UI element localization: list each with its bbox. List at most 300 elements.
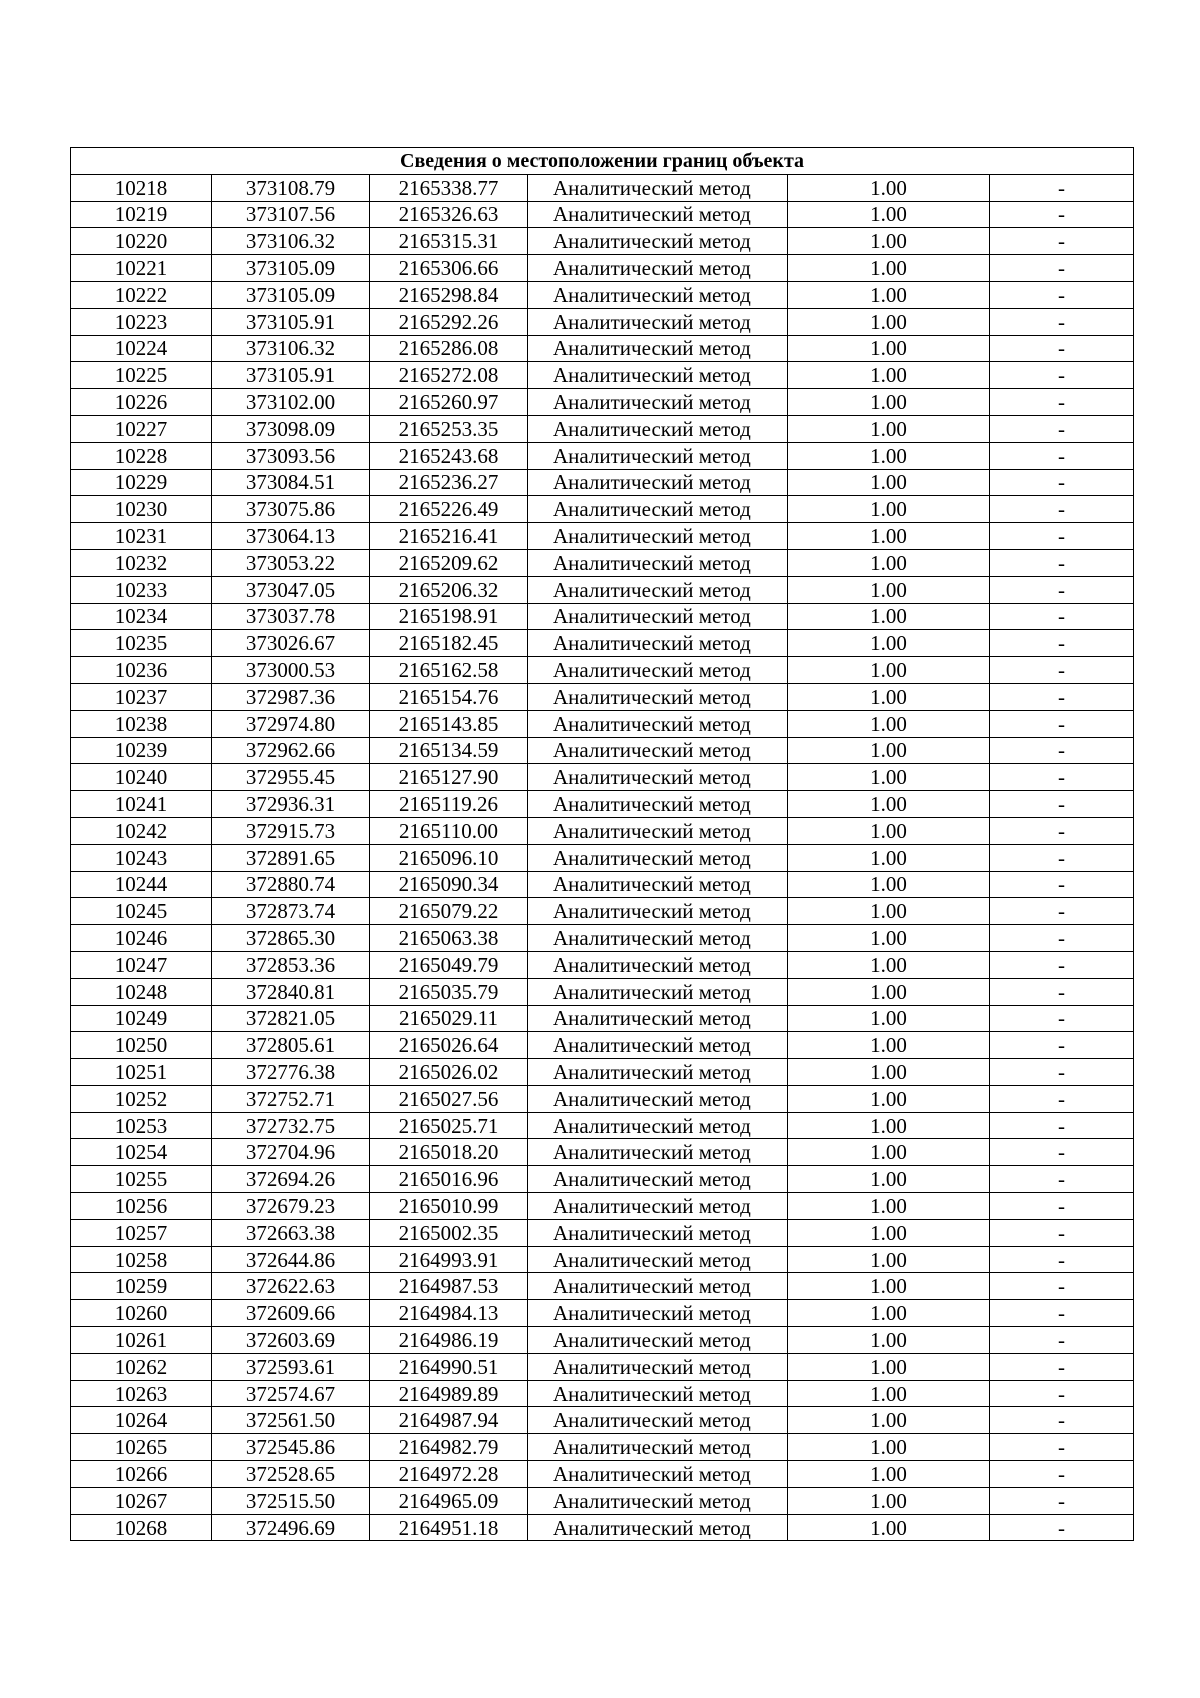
table-row	[71, 228, 1134, 255]
point-number-cell: 10254	[71, 1139, 212, 1166]
accuracy-cell: 1.00	[788, 683, 990, 710]
x-coordinate-cell: 372545.86	[212, 1434, 370, 1461]
point-number-cell: 10260	[71, 1300, 212, 1327]
description-cell: -	[990, 228, 1134, 255]
y-coordinate-cell: 2165029.11	[370, 1005, 528, 1032]
point-number-cell: 10262	[71, 1353, 212, 1380]
accuracy-cell: 1.00	[788, 255, 990, 282]
point-number-cell: 10220	[71, 228, 212, 255]
table-row	[71, 201, 1134, 228]
accuracy-cell: 1.00	[788, 1407, 990, 1434]
table-row	[71, 1327, 1134, 1354]
y-coordinate-cell: 2164972.28	[370, 1461, 528, 1488]
x-coordinate-cell: 372865.30	[212, 925, 370, 952]
y-coordinate-cell: 2165110.00	[370, 817, 528, 844]
x-coordinate-cell: 372840.81	[212, 978, 370, 1005]
x-coordinate-cell: 372853.36	[212, 951, 370, 978]
description-cell: -	[990, 1139, 1134, 1166]
x-coordinate-cell: 372732.75	[212, 1112, 370, 1139]
accuracy-cell: 1.00	[788, 817, 990, 844]
point-number-cell: 10246	[71, 925, 212, 952]
accuracy-cell: 1.00	[788, 442, 990, 469]
description-cell: -	[990, 1353, 1134, 1380]
point-number-cell: 10252	[71, 1085, 212, 1112]
y-coordinate-cell: 2165002.35	[370, 1219, 528, 1246]
accuracy-cell: 1.00	[788, 1514, 990, 1541]
y-coordinate-cell: 2164987.53	[370, 1273, 528, 1300]
x-coordinate-cell: 372776.38	[212, 1059, 370, 1086]
x-coordinate-cell: 373106.32	[212, 335, 370, 362]
table-row	[71, 389, 1134, 416]
table-row	[71, 710, 1134, 737]
method-cell: Аналитический метод	[528, 791, 788, 818]
description-cell: -	[990, 1193, 1134, 1220]
accuracy-cell: 1.00	[788, 496, 990, 523]
description-cell: -	[990, 1327, 1134, 1354]
table-row	[71, 1461, 1134, 1488]
description-cell: -	[990, 255, 1134, 282]
x-coordinate-cell: 372704.96	[212, 1139, 370, 1166]
table-row	[71, 281, 1134, 308]
accuracy-cell: 1.00	[788, 844, 990, 871]
x-coordinate-cell: 372962.66	[212, 737, 370, 764]
point-number-cell: 10241	[71, 791, 212, 818]
method-cell: Аналитический метод	[528, 817, 788, 844]
method-cell: Аналитический метод	[528, 496, 788, 523]
y-coordinate-cell: 2165079.22	[370, 898, 528, 925]
y-coordinate-cell: 2165016.96	[370, 1166, 528, 1193]
method-cell: Аналитический метод	[528, 1461, 788, 1488]
description-cell: -	[990, 1059, 1134, 1086]
point-number-cell: 10221	[71, 255, 212, 282]
y-coordinate-cell: 2164993.91	[370, 1246, 528, 1273]
method-cell: Аналитический метод	[528, 1487, 788, 1514]
x-coordinate-cell: 372694.26	[212, 1166, 370, 1193]
method-cell: Аналитический метод	[528, 469, 788, 496]
method-cell: Аналитический метод	[528, 871, 788, 898]
point-number-cell: 10263	[71, 1380, 212, 1407]
x-coordinate-cell: 373075.86	[212, 496, 370, 523]
description-cell: -	[990, 1407, 1134, 1434]
table-row	[71, 1139, 1134, 1166]
description-cell: -	[990, 1246, 1134, 1273]
x-coordinate-cell: 372593.61	[212, 1353, 370, 1380]
method-cell: Аналитический метод	[528, 1246, 788, 1273]
description-cell: -	[990, 1514, 1134, 1541]
point-number-cell: 10219	[71, 201, 212, 228]
y-coordinate-cell: 2165018.20	[370, 1139, 528, 1166]
point-number-cell: 10256	[71, 1193, 212, 1220]
accuracy-cell: 1.00	[788, 1353, 990, 1380]
y-coordinate-cell: 2165154.76	[370, 683, 528, 710]
accuracy-cell: 1.00	[788, 174, 990, 201]
method-cell: Аналитический метод	[528, 1085, 788, 1112]
table-row	[71, 683, 1134, 710]
accuracy-cell: 1.00	[788, 1112, 990, 1139]
x-coordinate-cell: 372752.71	[212, 1085, 370, 1112]
accuracy-cell: 1.00	[788, 764, 990, 791]
table-row	[71, 978, 1134, 1005]
accuracy-cell: 1.00	[788, 1139, 990, 1166]
method-cell: Аналитический метод	[528, 255, 788, 282]
y-coordinate-cell: 2165226.49	[370, 496, 528, 523]
accuracy-cell: 1.00	[788, 469, 990, 496]
table-row	[71, 1300, 1134, 1327]
accuracy-cell: 1.00	[788, 791, 990, 818]
description-cell: -	[990, 523, 1134, 550]
method-cell: Аналитический метод	[528, 1193, 788, 1220]
x-coordinate-cell: 372574.67	[212, 1380, 370, 1407]
point-number-cell: 10244	[71, 871, 212, 898]
y-coordinate-cell: 2165025.71	[370, 1112, 528, 1139]
accuracy-cell: 1.00	[788, 871, 990, 898]
y-coordinate-cell: 2165127.90	[370, 764, 528, 791]
description-cell: -	[990, 1166, 1134, 1193]
accuracy-cell: 1.00	[788, 657, 990, 684]
point-number-cell: 10251	[71, 1059, 212, 1086]
x-coordinate-cell: 372515.50	[212, 1487, 370, 1514]
accuracy-cell: 1.00	[788, 335, 990, 362]
y-coordinate-cell: 2164986.19	[370, 1327, 528, 1354]
point-number-cell: 10226	[71, 389, 212, 416]
accuracy-cell: 1.00	[788, 978, 990, 1005]
y-coordinate-cell: 2164990.51	[370, 1353, 528, 1380]
method-cell: Аналитический метод	[528, 737, 788, 764]
description-cell: -	[990, 603, 1134, 630]
description-cell: -	[990, 737, 1134, 764]
description-cell: -	[990, 1487, 1134, 1514]
point-number-cell: 10230	[71, 496, 212, 523]
method-cell: Аналитический метод	[528, 1273, 788, 1300]
table-row	[71, 1380, 1134, 1407]
table-row	[71, 817, 1134, 844]
description-cell: -	[990, 683, 1134, 710]
point-number-cell: 10250	[71, 1032, 212, 1059]
accuracy-cell: 1.00	[788, 737, 990, 764]
method-cell: Аналитический метод	[528, 657, 788, 684]
x-coordinate-cell: 372936.31	[212, 791, 370, 818]
point-number-cell: 10237	[71, 683, 212, 710]
table-row	[71, 469, 1134, 496]
y-coordinate-cell: 2165326.63	[370, 201, 528, 228]
accuracy-cell: 1.00	[788, 362, 990, 389]
table-row	[71, 1273, 1134, 1300]
description-cell: -	[990, 1219, 1134, 1246]
table-row	[71, 1434, 1134, 1461]
x-coordinate-cell: 372821.05	[212, 1005, 370, 1032]
description-cell: -	[990, 710, 1134, 737]
table-row	[71, 415, 1134, 442]
method-cell: Аналитический метод	[528, 1434, 788, 1461]
description-cell: -	[990, 469, 1134, 496]
point-number-cell: 10225	[71, 362, 212, 389]
y-coordinate-cell: 2165063.38	[370, 925, 528, 952]
y-coordinate-cell: 2165096.10	[370, 844, 528, 871]
y-coordinate-cell: 2164965.09	[370, 1487, 528, 1514]
x-coordinate-cell: 373064.13	[212, 523, 370, 550]
description-cell: -	[990, 442, 1134, 469]
description-cell: -	[990, 549, 1134, 576]
accuracy-cell: 1.00	[788, 1005, 990, 1032]
method-cell: Аналитический метод	[528, 362, 788, 389]
table-row	[71, 1085, 1134, 1112]
method-cell: Аналитический метод	[528, 1407, 788, 1434]
y-coordinate-cell: 2165292.26	[370, 308, 528, 335]
x-coordinate-cell: 372603.69	[212, 1327, 370, 1354]
point-number-cell: 10264	[71, 1407, 212, 1434]
x-coordinate-cell: 373098.09	[212, 415, 370, 442]
description-cell: -	[990, 1112, 1134, 1139]
x-coordinate-cell: 372622.63	[212, 1273, 370, 1300]
accuracy-cell: 1.00	[788, 1434, 990, 1461]
table-row	[71, 871, 1134, 898]
x-coordinate-cell: 373026.67	[212, 630, 370, 657]
accuracy-cell: 1.00	[788, 549, 990, 576]
y-coordinate-cell: 2165272.08	[370, 362, 528, 389]
x-coordinate-cell: 372987.36	[212, 683, 370, 710]
x-coordinate-cell: 372644.86	[212, 1246, 370, 1273]
table-row	[71, 1246, 1134, 1273]
method-cell: Аналитический метод	[528, 951, 788, 978]
y-coordinate-cell: 2165026.02	[370, 1059, 528, 1086]
x-coordinate-cell: 372915.73	[212, 817, 370, 844]
table-title: Сведения о местоположении границ объекта	[71, 148, 1134, 175]
table-row	[71, 1353, 1134, 1380]
y-coordinate-cell: 2165049.79	[370, 951, 528, 978]
table-row	[71, 576, 1134, 603]
x-coordinate-cell: 373037.78	[212, 603, 370, 630]
description-cell: -	[990, 791, 1134, 818]
point-number-cell: 10267	[71, 1487, 212, 1514]
description-cell: -	[990, 201, 1134, 228]
table-row	[71, 549, 1134, 576]
accuracy-cell: 1.00	[788, 1380, 990, 1407]
y-coordinate-cell: 2165338.77	[370, 174, 528, 201]
method-cell: Аналитический метод	[528, 523, 788, 550]
y-coordinate-cell: 2165286.08	[370, 335, 528, 362]
point-number-cell: 10257	[71, 1219, 212, 1246]
description-cell: -	[990, 1461, 1134, 1488]
table-row	[71, 1193, 1134, 1220]
accuracy-cell: 1.00	[788, 1246, 990, 1273]
point-number-cell: 10231	[71, 523, 212, 550]
point-number-cell: 10233	[71, 576, 212, 603]
y-coordinate-cell: 2165026.64	[370, 1032, 528, 1059]
table-row	[71, 603, 1134, 630]
accuracy-cell: 1.00	[788, 1032, 990, 1059]
method-cell: Аналитический метод	[528, 1380, 788, 1407]
accuracy-cell: 1.00	[788, 308, 990, 335]
y-coordinate-cell: 2165143.85	[370, 710, 528, 737]
table-row	[71, 1166, 1134, 1193]
x-coordinate-cell: 373000.53	[212, 657, 370, 684]
method-cell: Аналитический метод	[528, 1005, 788, 1032]
method-cell: Аналитический метод	[528, 1166, 788, 1193]
table-row	[71, 925, 1134, 952]
table-row	[71, 657, 1134, 684]
method-cell: Аналитический метод	[528, 1219, 788, 1246]
point-number-cell: 10228	[71, 442, 212, 469]
accuracy-cell: 1.00	[788, 925, 990, 952]
point-number-cell: 10248	[71, 978, 212, 1005]
method-cell: Аналитический метод	[528, 335, 788, 362]
description-cell: -	[990, 630, 1134, 657]
y-coordinate-cell: 2165236.27	[370, 469, 528, 496]
table-title-row	[71, 148, 1134, 175]
method-cell: Аналитический метод	[528, 174, 788, 201]
method-cell: Аналитический метод	[528, 228, 788, 255]
point-number-cell: 10247	[71, 951, 212, 978]
x-coordinate-cell: 373105.91	[212, 308, 370, 335]
point-number-cell: 10266	[71, 1461, 212, 1488]
x-coordinate-cell: 373105.91	[212, 362, 370, 389]
method-cell: Аналитический метод	[528, 415, 788, 442]
accuracy-cell: 1.00	[788, 1166, 990, 1193]
description-cell: -	[990, 764, 1134, 791]
y-coordinate-cell: 2165298.84	[370, 281, 528, 308]
x-coordinate-cell: 372496.69	[212, 1514, 370, 1541]
x-coordinate-cell: 372805.61	[212, 1032, 370, 1059]
y-coordinate-cell: 2164984.13	[370, 1300, 528, 1327]
accuracy-cell: 1.00	[788, 1273, 990, 1300]
method-cell: Аналитический метод	[528, 549, 788, 576]
accuracy-cell: 1.00	[788, 1327, 990, 1354]
table-row	[71, 1514, 1134, 1541]
x-coordinate-cell: 373053.22	[212, 549, 370, 576]
table-row	[71, 335, 1134, 362]
method-cell: Аналитический метод	[528, 1353, 788, 1380]
table-row	[71, 1487, 1134, 1514]
method-cell: Аналитический метод	[528, 1139, 788, 1166]
y-coordinate-cell: 2165119.26	[370, 791, 528, 818]
point-number-cell: 10224	[71, 335, 212, 362]
point-number-cell: 10245	[71, 898, 212, 925]
x-coordinate-cell: 373084.51	[212, 469, 370, 496]
accuracy-cell: 1.00	[788, 630, 990, 657]
method-cell: Аналитический метод	[528, 683, 788, 710]
method-cell: Аналитический метод	[528, 1112, 788, 1139]
point-number-cell: 10223	[71, 308, 212, 335]
boundary-coordinates-table	[70, 147, 1134, 1541]
x-coordinate-cell: 373107.56	[212, 201, 370, 228]
method-cell: Аналитический метод	[528, 710, 788, 737]
point-number-cell: 10238	[71, 710, 212, 737]
y-coordinate-cell: 2164989.89	[370, 1380, 528, 1407]
accuracy-cell: 1.00	[788, 1085, 990, 1112]
point-number-cell: 10235	[71, 630, 212, 657]
description-cell: -	[990, 1434, 1134, 1461]
point-number-cell: 10258	[71, 1246, 212, 1273]
x-coordinate-cell: 373093.56	[212, 442, 370, 469]
x-coordinate-cell: 372974.80	[212, 710, 370, 737]
method-cell: Аналитический метод	[528, 764, 788, 791]
method-cell: Аналитический метод	[528, 1327, 788, 1354]
point-number-cell: 10240	[71, 764, 212, 791]
table-row	[71, 1407, 1134, 1434]
method-cell: Аналитический метод	[528, 308, 788, 335]
table-row	[71, 737, 1134, 764]
accuracy-cell: 1.00	[788, 603, 990, 630]
x-coordinate-cell: 372609.66	[212, 1300, 370, 1327]
method-cell: Аналитический метод	[528, 630, 788, 657]
method-cell: Аналитический метод	[528, 898, 788, 925]
table-row	[71, 1059, 1134, 1086]
y-coordinate-cell: 2165010.99	[370, 1193, 528, 1220]
method-cell: Аналитический метод	[528, 389, 788, 416]
y-coordinate-cell: 2165315.31	[370, 228, 528, 255]
table-row	[71, 1005, 1134, 1032]
accuracy-cell: 1.00	[788, 228, 990, 255]
method-cell: Аналитический метод	[528, 603, 788, 630]
point-number-cell: 10227	[71, 415, 212, 442]
y-coordinate-cell: 2164987.94	[370, 1407, 528, 1434]
table-row	[71, 898, 1134, 925]
x-coordinate-cell: 372891.65	[212, 844, 370, 871]
point-number-cell: 10249	[71, 1005, 212, 1032]
description-cell: -	[990, 496, 1134, 523]
table-row	[71, 1219, 1134, 1246]
table-row	[71, 174, 1134, 201]
method-cell: Аналитический метод	[528, 576, 788, 603]
x-coordinate-cell: 372528.65	[212, 1461, 370, 1488]
table-row	[71, 1112, 1134, 1139]
accuracy-cell: 1.00	[788, 576, 990, 603]
description-cell: -	[990, 576, 1134, 603]
accuracy-cell: 1.00	[788, 1059, 990, 1086]
x-coordinate-cell: 373105.09	[212, 255, 370, 282]
x-coordinate-cell: 373106.32	[212, 228, 370, 255]
point-number-cell: 10253	[71, 1112, 212, 1139]
method-cell: Аналитический метод	[528, 1059, 788, 1086]
y-coordinate-cell: 2165198.91	[370, 603, 528, 630]
point-number-cell: 10243	[71, 844, 212, 871]
x-coordinate-cell: 373102.00	[212, 389, 370, 416]
point-number-cell: 10255	[71, 1166, 212, 1193]
method-cell: Аналитический метод	[528, 201, 788, 228]
description-cell: -	[990, 844, 1134, 871]
method-cell: Аналитический метод	[528, 1032, 788, 1059]
accuracy-cell: 1.00	[788, 201, 990, 228]
accuracy-cell: 1.00	[788, 281, 990, 308]
accuracy-cell: 1.00	[788, 898, 990, 925]
point-number-cell: 10218	[71, 174, 212, 201]
point-number-cell: 10236	[71, 657, 212, 684]
point-number-cell: 10239	[71, 737, 212, 764]
y-coordinate-cell: 2165134.59	[370, 737, 528, 764]
x-coordinate-cell: 373047.05	[212, 576, 370, 603]
method-cell: Аналитический метод	[528, 281, 788, 308]
description-cell: -	[990, 898, 1134, 925]
description-cell: -	[990, 335, 1134, 362]
description-cell: -	[990, 1085, 1134, 1112]
method-cell: Аналитический метод	[528, 1300, 788, 1327]
description-cell: -	[990, 281, 1134, 308]
x-coordinate-cell: 372955.45	[212, 764, 370, 791]
x-coordinate-cell: 373108.79	[212, 174, 370, 201]
x-coordinate-cell: 372679.23	[212, 1193, 370, 1220]
description-cell: -	[990, 925, 1134, 952]
accuracy-cell: 1.00	[788, 1193, 990, 1220]
x-coordinate-cell: 372880.74	[212, 871, 370, 898]
y-coordinate-cell: 2165209.62	[370, 549, 528, 576]
accuracy-cell: 1.00	[788, 523, 990, 550]
point-number-cell: 10234	[71, 603, 212, 630]
table-row	[71, 496, 1134, 523]
table-row	[71, 1032, 1134, 1059]
accuracy-cell: 1.00	[788, 710, 990, 737]
x-coordinate-cell: 372873.74	[212, 898, 370, 925]
description-cell: -	[990, 415, 1134, 442]
